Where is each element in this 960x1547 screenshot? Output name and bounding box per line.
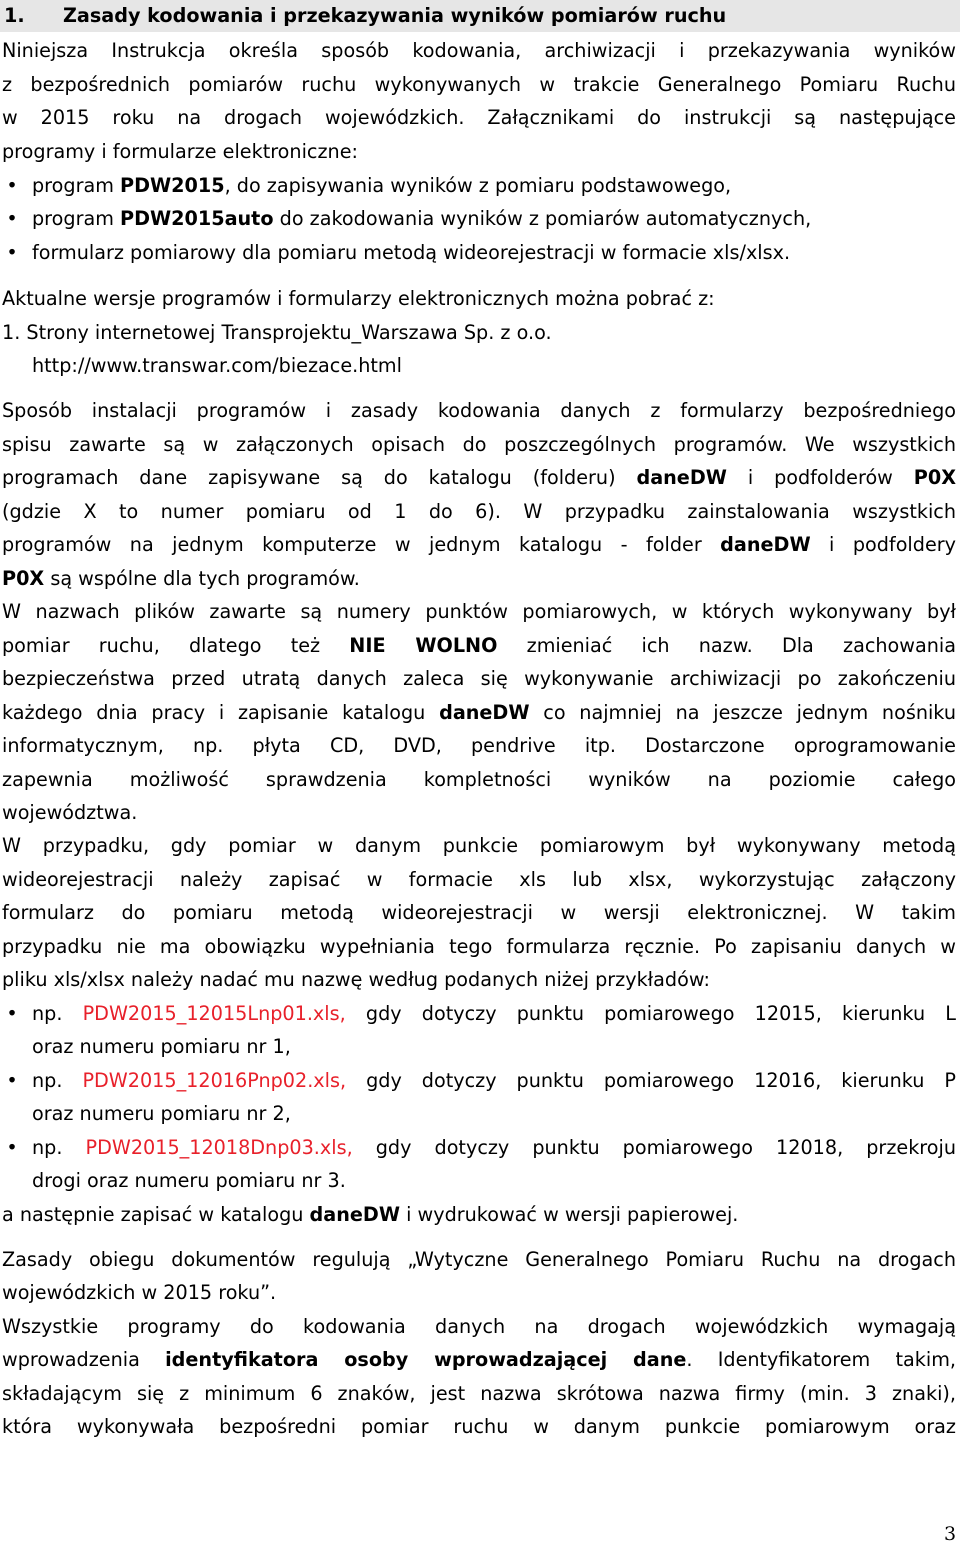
- bullet-icon: •: [6, 207, 18, 230]
- install-line-6: P0X są wspólne dla tych programów.: [2, 567, 360, 590]
- install-line-5: programów na jednym komputerze w jednym katalogu - folder daneDW i podfoldery: [2, 533, 956, 556]
- install-line-3: programach dane zapisywane są do katalogu (folderu) daneDW i podfolderów P0X: [2, 466, 956, 489]
- rules-line-1: Zasady obiegu dokumentów regulują „Wytyczne Generalnego Pomiaru Ruchu na drogach: [2, 1248, 956, 1271]
- names-line-5: informatycznym, np. płyta CD, DVD, pendrive itp. Dostarczone oprogramowanie: [2, 734, 956, 757]
- video-line-2: wideorejestracji należy zapisać w formacie xls lub xlsx, wykorzystując załączony: [2, 868, 956, 891]
- video-line-1: W przypadku, gdy pomiar w danym punkcie pomiarowym był wykonywany metodą: [2, 834, 956, 857]
- download-source: 1. Strony internetowej Transprojektu_Warszawa Sp. z o.o.: [2, 321, 552, 344]
- program-text: program: [32, 174, 121, 197]
- program-name: PDW2015: [120, 174, 225, 197]
- names-line-1: W nazwach plików zawarte są numery punktów pomiarowych, w których wykonywany był: [2, 600, 956, 623]
- identity-line-1: Wszystkie programy do kodowania danych na drogach wojewódzkich wymagają: [2, 1315, 956, 1338]
- intro-line-3: w 2015 roku na drogach wojewódzkich. Załącznikami do instrukcji są następujące: [2, 106, 956, 129]
- download-url[interactable]: http://www.transwar.com/biezace.html: [32, 354, 402, 377]
- bullet-icon: •: [6, 1069, 18, 1092]
- intro-line-2: z bezpośrednich pomiarów ruchu wykonywanych w trakcie Generalnego Pomiaru Ruchu: [2, 73, 956, 96]
- example-continuation: oraz numeru pomiaru nr 2,: [32, 1102, 291, 1125]
- page-number: 3: [944, 1523, 957, 1545]
- example-filename: PDW2015_12018Dnp03.xls,: [85, 1136, 353, 1159]
- program-name: PDW2015auto: [120, 207, 274, 230]
- list-item: [0, 202, 960, 235]
- example-filename: PDW2015_12016Pnp02.xls,: [82, 1069, 347, 1092]
- names-line-7: województwa.: [2, 801, 138, 824]
- identity-line-2: wprowadzenia identyfikatora osoby wprowadzającej dane. Identyfikatorem takim,: [2, 1348, 956, 1371]
- bullet-icon: •: [6, 241, 18, 264]
- intro-line-4: programy i formularze elektroniczne:: [2, 140, 358, 163]
- example-filename: PDW2015_12015Lnp01.xls,: [82, 1002, 346, 1025]
- section-heading: [0, 0, 960, 32]
- section-title: Zasady kodowania i przekazywania wyników pomiarów ruchu: [63, 4, 727, 27]
- list-item: [0, 236, 960, 269]
- program-desc: , do zapisywania wyników z pomiaru podstawowego,: [224, 174, 732, 197]
- list-item: • np. PDW2015_12016Pnp02.xls, gdy dotyczy punktu pomiarowego 12016, kierunku P: [0, 1064, 960, 1097]
- list-item: • np. PDW2015_12015Lnp01.xls, gdy dotyczy punktu pomiarowego 12015, kierunku L: [0, 997, 960, 1030]
- form-text: formularz pomiarowy dla pomiaru metodą wideorejestracji w formacie xls/xlsx.: [32, 241, 791, 264]
- video-line-4: przypadku nie ma obowiązku wypełniania tego formularza ręcznie. Po zapisaniu danych w: [2, 935, 956, 958]
- download-intro: Aktualne wersje programów i formularzy elektronicznych można pobrać z:: [2, 287, 715, 310]
- list-item: • np. PDW2015_12018Dnp03.xls, gdy dotyczy punktu pomiarowego 12018, przekroju: [0, 1131, 960, 1164]
- intro-line-1: Niniejsza Instrukcja określa sposób kodowania, archiwizacji i przekazywania wyników: [2, 39, 956, 62]
- bullet-icon: •: [6, 1002, 18, 1025]
- video-line-5: pliku xls/xlsx należy nadać mu nazwę według podanych niżej przykładów:: [2, 968, 710, 991]
- install-line-4: (gdzie X to numer pomiaru od 1 do 6). W przypadku zainstalowania wszystkich: [2, 500, 956, 523]
- identity-line-4: która wykonywała bezpośredni pomiar ruchu w danym punkcie pomiarowym oraz: [2, 1415, 956, 1438]
- program-text: program: [32, 207, 121, 230]
- names-line-2: pomiar ruchu, dlatego też NIE WOLNO zmieniać ich nazw. Dla zachowania: [2, 634, 956, 657]
- section-number: 1.: [4, 4, 25, 27]
- after-line: a następnie zapisać w katalogu daneDW i wydrukować w wersji papierowej.: [2, 1203, 739, 1226]
- names-line-4: każdego dnia pracy i zapisanie katalogu daneDW co najmniej na jeszcze jednym nośniku: [2, 701, 956, 724]
- list-item: [0, 169, 960, 202]
- example-continuation: oraz numeru pomiaru nr 1,: [32, 1035, 291, 1058]
- bullet-icon: •: [6, 174, 18, 197]
- identity-line-3: składającym się z minimum 6 znaków, jest nazwa skrótowa nazwa firmy (min. 3 znaki),: [2, 1382, 956, 1405]
- program-desc: do zakodowania wyników z pomiarów automatycznych,: [273, 207, 812, 230]
- bullet-icon: •: [6, 1136, 18, 1159]
- install-line-2: spisu zawarte są w załączonych opisach do poszczególnych programów. We wszystkich: [2, 433, 956, 456]
- example-continuation: drogi oraz numeru pomiaru nr 3.: [32, 1169, 346, 1192]
- video-line-3: formularz do pomiaru metodą wideorejestracji w wersji elektronicznej. W takim: [2, 901, 956, 924]
- install-line-1: Sposób instalacji programów i zasady kodowania danych z formularzy bezpośredniego: [2, 399, 956, 422]
- rules-line-2: wojewódzkich w 2015 roku”.: [2, 1281, 277, 1304]
- names-line-6: zapewnia możliwość sprawdzenia kompletności wyników na poziomie całego: [2, 768, 956, 791]
- names-line-3: bezpieczeństwa przed utratą danych zaleca się wykonywanie archiwizacji po zakończeniu: [2, 667, 956, 690]
